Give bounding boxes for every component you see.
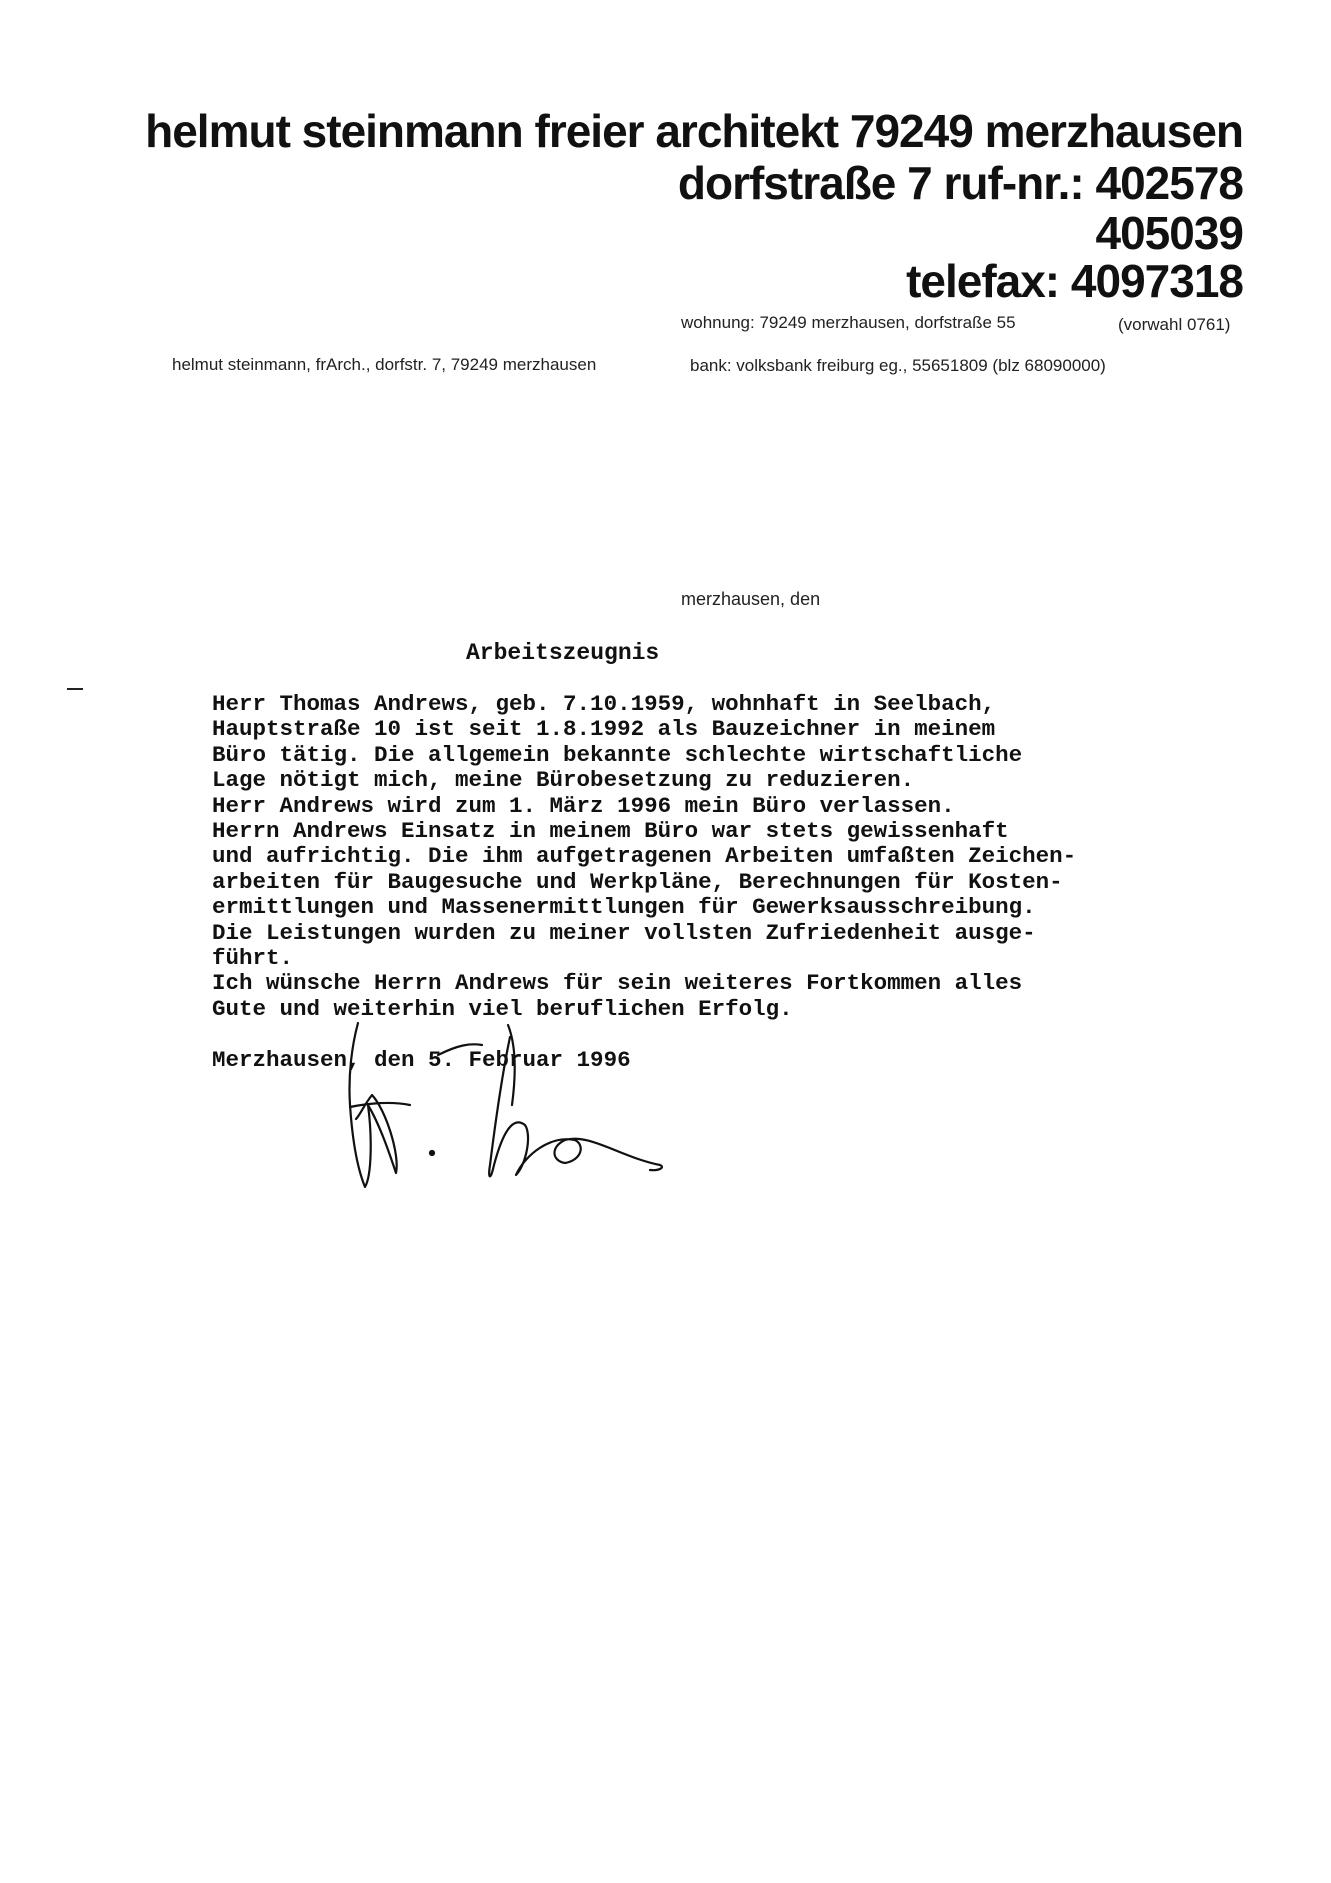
document-title: Arbeitszeugnis (466, 640, 660, 666)
letterhead-fax: telefax: 4097318 (906, 255, 1243, 307)
body-line: Herr Andrews wird zum 1. März 1996 mein Büro verlassen. (212, 792, 955, 819)
body-line: ermittlungen und Massenermittlungen für Gewerksausschreibung. (212, 894, 1036, 921)
letterhead-line-1: helmut steinmann freier architekt 79249 merzhausen (145, 105, 1243, 157)
letterhead-line-3: 405039 (1095, 207, 1243, 259)
letterhead-line-2: dorfstraße 7 ruf-nr.: 402578 (677, 157, 1243, 209)
place-and-date: Merzhausen, den 5. Februar 1996 (212, 1047, 631, 1073)
body-line: Herr Thomas Andrews, geb. 7.10.1959, wohnhaft in Seelbach, (212, 691, 996, 717)
residence-address: wohnung: 79249 merzhausen, dorfstraße 55 (681, 313, 1016, 332)
bank-details: bank: volksbank freiburg eg., 55651809 (blz 68090000) (690, 356, 1106, 375)
body-line: führt. (212, 945, 294, 972)
body-line: Büro tätig. Die allgemein bekannte schlechte wirtschaftliche (212, 741, 1023, 768)
sender-return-address: helmut steinmann, frArch., dorfstr. 7, 79249 merzhausen (172, 355, 597, 374)
handwritten-signature (320, 1015, 680, 1215)
body-line: Ich wünsche Herrn Andrews für sein weiteres Fortkommen alles (212, 970, 1023, 997)
fold-mark (67, 688, 83, 690)
body-line: Die Leistungen wurden zu meiner vollsten Zufriedenheit ausge- (212, 919, 1036, 946)
body-line: und aufrichtig. Die ihm aufgetragenen Arbeiten umfaßten Zeichen- (212, 843, 1077, 870)
body-line: Herrn Andrews Einsatz in meinem Büro war stets gewissenhaft (212, 818, 1009, 845)
area-code: (vorwahl 0761) (1118, 315, 1231, 334)
body-line: arbeiten für Baugesuche und Werkpläne, Berechnungen für Kosten- (212, 868, 1063, 895)
body-line: Hauptstraße 10 ist seit 1.8.1992 als Bauzeichner in meinem (212, 716, 996, 743)
date-placeholder: merzhausen, den (681, 589, 821, 609)
letter-body (212, 692, 1272, 1022)
body-line: Gute und weiterhin viel beruflichen Erfolg. (212, 995, 793, 1022)
body-line: Lage nötigt mich, meine Bürobesetzung zu reduzieren. (212, 767, 915, 794)
